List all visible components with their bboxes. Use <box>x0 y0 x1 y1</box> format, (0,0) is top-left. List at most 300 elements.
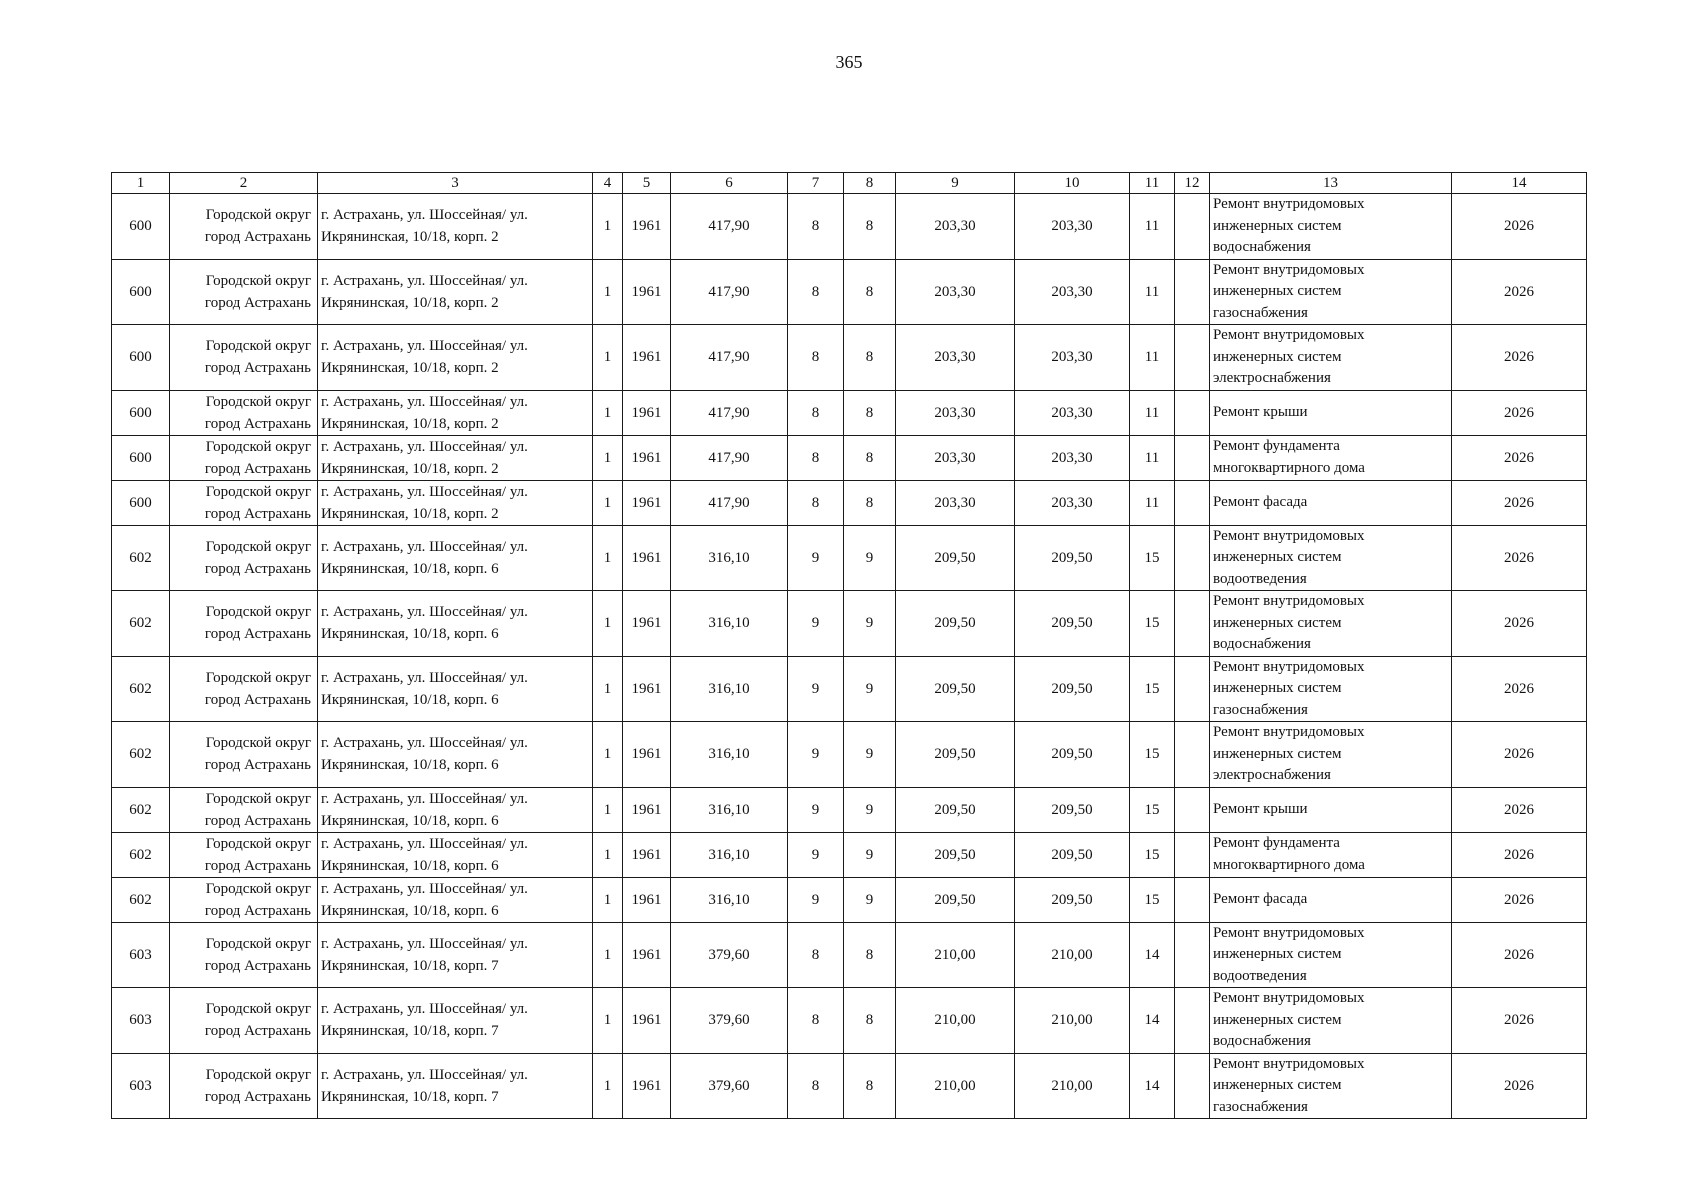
work-type-cell <box>1210 877 1452 922</box>
cell-col7: 9 <box>788 656 844 722</box>
table-row <box>112 259 1587 325</box>
cell-line: инженерных систем <box>1213 1011 1342 1028</box>
cell-line: Икрянинская, 10/18, корп. 2 <box>321 415 499 432</box>
cell-col10: 203,30 <box>1015 194 1130 260</box>
address-cell <box>318 591 593 657</box>
cell-line: многоквартирного дома <box>1213 459 1365 476</box>
cell-col11: 14 <box>1130 1053 1175 1119</box>
cell-line: г. Астрахань, ул. Шоссейная/ ул. <box>321 393 528 410</box>
area-cell: 316,10 <box>671 722 788 788</box>
work-type-cell <box>1210 832 1452 877</box>
cell-line: Икрянинская, 10/18, корп. 6 <box>321 757 499 774</box>
municipality-cell <box>170 480 318 525</box>
cell-line: Ремонт внутридомовых <box>1213 658 1365 675</box>
cell-col12 <box>1175 1053 1210 1119</box>
cell-line: Городской округ <box>205 1001 311 1018</box>
cell-line: город Астрахань <box>204 957 311 974</box>
cell-line: Ремонт фундамента <box>1213 835 1340 851</box>
cell-col8: 9 <box>844 525 896 591</box>
cell-col9: 203,30 <box>896 325 1015 391</box>
cell-line: город Астрахань <box>204 560 311 577</box>
cell-line: Ремонт крыши <box>1213 800 1308 817</box>
cell-col4: 1 <box>593 722 623 788</box>
cell-line: электроснабжения <box>1213 370 1331 386</box>
column-header: 1 <box>112 173 170 194</box>
cell-col7: 8 <box>788 922 844 988</box>
municipality-cell <box>170 435 318 480</box>
cell-col11: 11 <box>1130 259 1175 325</box>
address-cell <box>318 877 593 922</box>
cell-col10: 210,00 <box>1015 1053 1130 1119</box>
municipality-cell <box>170 988 318 1054</box>
year-cell: 1961 <box>623 1053 671 1119</box>
planned-year-cell: 2026 <box>1452 1053 1587 1119</box>
work-type-cell <box>1210 525 1452 591</box>
cell-col12 <box>1175 832 1210 877</box>
address-cell <box>318 922 593 988</box>
cell-line: Ремонт внутридомовых <box>1213 327 1365 343</box>
cell-line: Ремонт внутридомовых <box>1213 527 1365 544</box>
planned-year-cell: 2026 <box>1452 656 1587 722</box>
area-cell: 417,90 <box>671 480 788 525</box>
work-type-cell <box>1210 194 1452 260</box>
cell-col10: 209,50 <box>1015 656 1130 722</box>
municipality-cell <box>170 194 318 260</box>
cell-line: Икрянинская, 10/18, корп. 2 <box>321 505 499 522</box>
cell-line: Икрянинская, 10/18, корп. 6 <box>321 560 499 577</box>
municipality-cell <box>170 1053 318 1119</box>
cell-col8: 9 <box>844 832 896 877</box>
cell-line: Городской округ <box>205 1066 311 1083</box>
table-row <box>112 922 1587 988</box>
year-cell: 1961 <box>623 325 671 391</box>
address-cell <box>318 525 593 591</box>
cell-line: г. Астрахань, ул. Шоссейная/ ул. <box>321 1001 528 1018</box>
cell-col7: 8 <box>788 988 844 1054</box>
cell-col8: 9 <box>844 656 896 722</box>
cell-line: Городской округ <box>205 538 311 555</box>
cell-line: Городской округ <box>205 438 311 455</box>
planned-year-cell: 2026 <box>1452 787 1587 832</box>
cell-col11: 15 <box>1130 722 1175 788</box>
cell-col4: 1 <box>593 832 623 877</box>
address-cell <box>318 1053 593 1119</box>
year-cell: 1961 <box>623 787 671 832</box>
cell-line: инженерных систем <box>1213 745 1342 762</box>
cell-col9: 210,00 <box>896 922 1015 988</box>
cell-line: г. Астрахань, ул. Шоссейная/ ул. <box>321 207 528 224</box>
cell-col7: 9 <box>788 787 844 832</box>
cell-line: Городской округ <box>205 880 311 897</box>
cell-col11: 11 <box>1130 325 1175 391</box>
cell-line: город Астрахань <box>204 1023 311 1040</box>
cell-line: инженерных систем <box>1213 614 1342 631</box>
cell-col12 <box>1175 390 1210 435</box>
address-cell <box>318 787 593 832</box>
row-number-cell: 600 <box>112 259 170 325</box>
planned-year-cell: 2026 <box>1452 877 1587 922</box>
work-type-cell <box>1210 435 1452 480</box>
cell-col12 <box>1175 591 1210 657</box>
year-cell: 1961 <box>623 988 671 1054</box>
cell-col11: 15 <box>1130 877 1175 922</box>
address-cell <box>318 988 593 1054</box>
row-number-cell: 602 <box>112 722 170 788</box>
cell-col7: 8 <box>788 435 844 480</box>
row-number-cell: 603 <box>112 988 170 1054</box>
cell-line: г. Астрахань, ул. Шоссейная/ ул. <box>321 483 528 500</box>
cell-line: инженерных систем <box>1213 1077 1342 1093</box>
cell-col8: 8 <box>844 325 896 391</box>
cell-line: инженерных систем <box>1213 680 1342 696</box>
cell-col12 <box>1175 435 1210 480</box>
year-cell: 1961 <box>623 390 671 435</box>
cell-line: Ремонт внутридомовых <box>1213 924 1365 941</box>
cell-col4: 1 <box>593 591 623 657</box>
planned-year-cell: 2026 <box>1452 722 1587 788</box>
cell-col10: 209,50 <box>1015 525 1130 591</box>
cell-line: Ремонт фасада <box>1213 890 1308 907</box>
cell-col9: 203,30 <box>896 435 1015 480</box>
cell-line: город Астрахань <box>204 505 311 522</box>
area-cell: 379,60 <box>671 922 788 988</box>
cell-col8: 9 <box>844 722 896 788</box>
cell-line: г. Астрахань, ул. Шоссейная/ ул. <box>321 880 528 897</box>
cell-col7: 9 <box>788 525 844 591</box>
cell-line: город Астрахань <box>204 294 311 311</box>
cell-line: Городской округ <box>205 835 311 852</box>
cell-col11: 14 <box>1130 922 1175 988</box>
cell-col10: 209,50 <box>1015 832 1130 877</box>
row-number-cell: 600 <box>112 325 170 391</box>
cell-line: Икрянинская, 10/18, корп. 6 <box>321 902 499 919</box>
work-type-cell <box>1210 390 1452 435</box>
cell-col4: 1 <box>593 877 623 922</box>
cell-line: Городской округ <box>205 207 311 224</box>
cell-line: многоквартирного дома <box>1213 856 1365 873</box>
cell-line: водоснабжения <box>1213 239 1311 255</box>
planned-year-cell: 2026 <box>1452 832 1587 877</box>
cell-line: г. Астрахань, ул. Шоссейная/ ул. <box>321 438 528 455</box>
cell-col9: 210,00 <box>896 988 1015 1054</box>
cell-col8: 9 <box>844 787 896 832</box>
cell-line: Икрянинская, 10/18, корп. 2 <box>321 229 499 246</box>
row-number-cell: 603 <box>112 922 170 988</box>
cell-line: Икрянинская, 10/18, корп. 7 <box>321 1088 499 1105</box>
cell-line: Ремонт внутридомовых <box>1213 261 1365 278</box>
cell-col12 <box>1175 656 1210 722</box>
cell-col9: 203,30 <box>896 390 1015 435</box>
work-type-cell <box>1210 480 1452 525</box>
area-cell: 316,10 <box>671 525 788 591</box>
cell-col8: 8 <box>844 480 896 525</box>
area-cell: 417,90 <box>671 194 788 260</box>
column-header: 3 <box>318 173 593 194</box>
area-cell: 417,90 <box>671 390 788 435</box>
cell-line: Городской округ <box>205 272 311 289</box>
table-row <box>112 656 1587 722</box>
cell-col10: 209,50 <box>1015 877 1130 922</box>
cell-col11: 11 <box>1130 390 1175 435</box>
cell-line: г. Астрахань, ул. Шоссейная/ ул. <box>321 835 528 852</box>
cell-col4: 1 <box>593 435 623 480</box>
cell-line: город Астрахань <box>204 229 311 246</box>
cell-col7: 8 <box>788 1053 844 1119</box>
municipality-cell <box>170 722 318 788</box>
column-header: 8 <box>844 173 896 194</box>
row-number-cell: 600 <box>112 480 170 525</box>
year-cell: 1961 <box>623 877 671 922</box>
row-number-cell: 602 <box>112 525 170 591</box>
cell-line: Икрянинская, 10/18, корп. 7 <box>321 957 499 974</box>
cell-line: город Астрахань <box>204 626 311 643</box>
area-cell: 417,90 <box>671 259 788 325</box>
cell-col8: 8 <box>844 194 896 260</box>
area-cell: 417,90 <box>671 325 788 391</box>
cell-line: г. Астрахань, ул. Шоссейная/ ул. <box>321 338 528 355</box>
cell-col8: 9 <box>844 591 896 657</box>
row-number-cell: 602 <box>112 656 170 722</box>
work-type-cell <box>1210 787 1452 832</box>
cell-col8: 8 <box>844 435 896 480</box>
cell-line: г. Астрахань, ул. Шоссейная/ ул. <box>321 669 528 686</box>
area-cell: 316,10 <box>671 656 788 722</box>
year-cell: 1961 <box>623 259 671 325</box>
address-cell <box>318 259 593 325</box>
cell-col10: 203,30 <box>1015 325 1130 391</box>
planned-year-cell: 2026 <box>1452 325 1587 391</box>
cell-col8: 8 <box>844 1053 896 1119</box>
column-header: 6 <box>671 173 788 194</box>
cell-line: город Астрахань <box>204 415 311 432</box>
cell-line: Городской округ <box>205 393 311 410</box>
cell-line: Городской округ <box>205 935 311 952</box>
row-number-cell: 600 <box>112 435 170 480</box>
table-body <box>112 194 1587 1119</box>
cell-line: Ремонт крыши <box>1213 403 1308 420</box>
cell-line: город Астрахань <box>204 902 311 919</box>
table-row <box>112 787 1587 832</box>
page-number: 365 <box>835 52 863 72</box>
table-row <box>112 832 1587 877</box>
table-container <box>111 172 1586 1119</box>
cell-col7: 9 <box>788 722 844 788</box>
cell-line: водоотведения <box>1213 967 1307 984</box>
area-cell: 316,10 <box>671 877 788 922</box>
row-number-cell: 602 <box>112 787 170 832</box>
cell-line: город Астрахань <box>204 757 311 774</box>
cell-col9: 209,50 <box>896 525 1015 591</box>
municipality-cell <box>170 259 318 325</box>
cell-col7: 9 <box>788 591 844 657</box>
cell-line: инженерных систем <box>1213 217 1342 234</box>
address-cell <box>318 390 593 435</box>
area-cell: 316,10 <box>671 591 788 657</box>
address-cell <box>318 325 593 391</box>
cell-line: г. Астрахань, ул. Шоссейная/ ул. <box>321 1066 528 1083</box>
row-number-cell: 602 <box>112 832 170 877</box>
cell-col9: 209,50 <box>896 832 1015 877</box>
repair-schedule-table <box>111 172 1587 1119</box>
cell-col7: 8 <box>788 325 844 391</box>
cell-col12 <box>1175 480 1210 525</box>
cell-line: Ремонт внутридомовых <box>1213 724 1365 740</box>
cell-line: Икрянинская, 10/18, корп. 6 <box>321 691 499 708</box>
table-row <box>112 390 1587 435</box>
cell-line: г. Астрахань, ул. Шоссейная/ ул. <box>321 935 528 952</box>
area-cell: 316,10 <box>671 787 788 832</box>
cell-col4: 1 <box>593 988 623 1054</box>
area-cell: 316,10 <box>671 832 788 877</box>
cell-col12 <box>1175 922 1210 988</box>
cell-col4: 1 <box>593 1053 623 1119</box>
cell-col10: 209,50 <box>1015 787 1130 832</box>
municipality-cell <box>170 877 318 922</box>
cell-col12 <box>1175 877 1210 922</box>
year-cell: 1961 <box>623 480 671 525</box>
planned-year-cell: 2026 <box>1452 390 1587 435</box>
cell-col10: 209,50 <box>1015 722 1130 788</box>
cell-line: инженерных систем <box>1213 283 1342 299</box>
cell-col11: 15 <box>1130 591 1175 657</box>
row-number-cell: 600 <box>112 390 170 435</box>
cell-line: Икрянинская, 10/18, корп. 6 <box>321 812 499 829</box>
cell-col12 <box>1175 259 1210 325</box>
cell-line: Городской округ <box>205 790 311 807</box>
work-type-cell <box>1210 656 1452 722</box>
cell-line: инженерных систем <box>1213 549 1342 565</box>
table-row <box>112 194 1587 260</box>
cell-col11: 15 <box>1130 787 1175 832</box>
cell-col8: 9 <box>844 877 896 922</box>
cell-line: Городской округ <box>205 338 311 355</box>
cell-line: Ремонт внутридомовых <box>1213 990 1365 1006</box>
row-number-cell: 600 <box>112 194 170 260</box>
work-type-cell <box>1210 922 1452 988</box>
cell-line: Ремонт внутридомовых <box>1213 196 1365 212</box>
column-header: 7 <box>788 173 844 194</box>
table-row <box>112 435 1587 480</box>
cell-line: Городской округ <box>205 669 311 686</box>
planned-year-cell: 2026 <box>1452 435 1587 480</box>
municipality-cell <box>170 787 318 832</box>
cell-line: Ремонт внутридомовых <box>1213 593 1365 609</box>
cell-col9: 209,50 <box>896 722 1015 788</box>
cell-col10: 203,30 <box>1015 259 1130 325</box>
cell-col10: 203,30 <box>1015 435 1130 480</box>
cell-line: Ремонт фундамента <box>1213 438 1340 454</box>
cell-col9: 209,50 <box>896 787 1015 832</box>
cell-col12 <box>1175 787 1210 832</box>
cell-line: город Астрахань <box>204 360 311 377</box>
cell-col7: 8 <box>788 194 844 260</box>
cell-line: город Астрахань <box>204 691 311 708</box>
municipality-cell <box>170 525 318 591</box>
address-cell <box>318 832 593 877</box>
cell-line: Икрянинская, 10/18, корп. 2 <box>321 460 499 477</box>
municipality-cell <box>170 591 318 657</box>
cell-line: Икрянинская, 10/18, корп. 6 <box>321 857 499 874</box>
cell-col4: 1 <box>593 787 623 832</box>
year-cell: 1961 <box>623 832 671 877</box>
cell-line: газоснабжения <box>1213 701 1308 718</box>
cell-col4: 1 <box>593 480 623 525</box>
cell-line: электроснабжения <box>1213 767 1331 783</box>
cell-col11: 15 <box>1130 832 1175 877</box>
address-cell <box>318 722 593 788</box>
cell-col9: 209,50 <box>896 656 1015 722</box>
cell-col8: 8 <box>844 922 896 988</box>
column-header: 4 <box>593 173 623 194</box>
cell-col8: 8 <box>844 390 896 435</box>
row-number-cell: 603 <box>112 1053 170 1119</box>
year-cell: 1961 <box>623 656 671 722</box>
cell-col4: 1 <box>593 656 623 722</box>
cell-col11: 15 <box>1130 525 1175 591</box>
cell-line: инженерных систем <box>1213 946 1342 962</box>
area-cell: 379,60 <box>671 1053 788 1119</box>
cell-col12 <box>1175 194 1210 260</box>
cell-line: инженерных систем <box>1213 348 1342 365</box>
cell-col12 <box>1175 525 1210 591</box>
cell-line: г. Астрахань, ул. Шоссейная/ ул. <box>321 604 528 621</box>
table-row <box>112 1053 1587 1119</box>
planned-year-cell: 2026 <box>1452 988 1587 1054</box>
table-row <box>112 988 1587 1054</box>
municipality-cell <box>170 325 318 391</box>
cell-line: Икрянинская, 10/18, корп. 6 <box>321 626 499 643</box>
cell-col9: 203,30 <box>896 259 1015 325</box>
column-header: 5 <box>623 173 671 194</box>
year-cell: 1961 <box>623 922 671 988</box>
column-header: 11 <box>1130 173 1175 194</box>
cell-col11: 15 <box>1130 656 1175 722</box>
area-cell: 417,90 <box>671 435 788 480</box>
cell-col7: 9 <box>788 832 844 877</box>
cell-line: город Астрахань <box>204 460 311 477</box>
municipality-cell <box>170 922 318 988</box>
planned-year-cell: 2026 <box>1452 591 1587 657</box>
cell-col7: 8 <box>788 480 844 525</box>
municipality-cell <box>170 656 318 722</box>
cell-col9: 203,30 <box>896 480 1015 525</box>
cell-line: город Астрахань <box>204 812 311 829</box>
cell-col8: 8 <box>844 988 896 1054</box>
cell-col7: 9 <box>788 877 844 922</box>
planned-year-cell: 2026 <box>1452 525 1587 591</box>
cell-line: газоснабжения <box>1213 1098 1308 1115</box>
cell-line: Городской округ <box>205 483 311 500</box>
work-type-cell <box>1210 988 1452 1054</box>
cell-col10: 203,30 <box>1015 390 1130 435</box>
cell-col10: 209,50 <box>1015 591 1130 657</box>
planned-year-cell: 2026 <box>1452 922 1587 988</box>
column-header: 9 <box>896 173 1015 194</box>
cell-line: г. Астрахань, ул. Шоссейная/ ул. <box>321 272 528 289</box>
cell-col9: 203,30 <box>896 194 1015 260</box>
cell-col11: 14 <box>1130 988 1175 1054</box>
cell-line: г. Астрахань, ул. Шоссейная/ ул. <box>321 735 528 752</box>
cell-line: Ремонт фасада <box>1213 493 1308 510</box>
work-type-cell <box>1210 722 1452 788</box>
cell-line: г. Астрахань, ул. Шоссейная/ ул. <box>321 538 528 555</box>
column-header: 12 <box>1175 173 1210 194</box>
column-header: 14 <box>1452 173 1587 194</box>
cell-col4: 1 <box>593 525 623 591</box>
cell-col9: 210,00 <box>896 1053 1015 1119</box>
row-number-cell: 602 <box>112 591 170 657</box>
cell-line: г. Астрахань, ул. Шоссейная/ ул. <box>321 790 528 807</box>
